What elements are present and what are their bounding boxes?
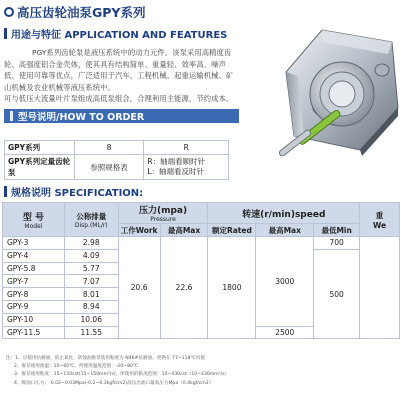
rated-speed-cell: 1800 [208, 237, 256, 339]
order-row [5, 155, 229, 180]
work-pressure-cell: 20.6 [118, 237, 160, 339]
spec-table [2, 202, 400, 339]
spec-header-max-pressure: 最高Max [160, 224, 208, 237]
disp-cell: 11.55 [64, 326, 118, 339]
banner-lead-icon [10, 111, 13, 121]
order-table [4, 140, 229, 180]
min-speed-cell: 500 [314, 249, 360, 339]
notes [6, 355, 266, 388]
model-cell: GPY-8 [3, 288, 65, 301]
heading-bar-icon [4, 186, 7, 197]
order-banner [4, 109, 239, 123]
model-cell: GPY-5.8 [3, 262, 65, 275]
spec-header-max-speed: 最高Max [256, 224, 314, 237]
max-speed-cell: 2500 [256, 326, 314, 339]
max-speed-cell: 3000 [256, 237, 314, 327]
disp-cell: 4.09 [64, 249, 118, 262]
disp-cell: 2.98 [64, 237, 118, 250]
order-cell: R：轴端看顺时针 L：轴端看反时针 [144, 155, 229, 180]
disp-cell: 5.77 [64, 262, 118, 275]
note-line: 3、推荐使用粘度：15~150cst(15~150mm²/s)，所使用的粘度范围：10~430cst（10~430mm²/s） [14, 372, 230, 378]
spec-header-pressure: 压力(mpa) Pressure [118, 203, 208, 224]
model-cell: GPY-11.5 [3, 326, 65, 339]
disp-cell: 8.01 [64, 288, 118, 301]
model-cell: GPY-10 [3, 313, 65, 326]
note-line: 注：1、应使用抗磨油，防止氧化，防蚀油推荐选用粘度为 N46#抗磨油。更换在 77~118℃内使 [6, 356, 205, 361]
table-row [3, 237, 400, 250]
spec-header-row [3, 203, 400, 224]
note-line: 2、推荐使用油温：10~60℃，所使用温度范围：-20~80℃ [14, 364, 139, 370]
features-heading-text: 用途与特征 APPLICATION AND FEATURES [11, 29, 228, 41]
disp-cell: 10.06 [64, 313, 118, 326]
model-cell: GPY-3 [3, 237, 65, 250]
spec-heading [4, 184, 143, 198]
order-row [5, 141, 229, 155]
disp-cell: 8.94 [64, 300, 118, 313]
order-cell: 8 [74, 141, 144, 155]
order-cell: 参照规格表 [74, 155, 144, 180]
spec-header-min: 最低Min [314, 224, 360, 237]
max-pressure-cell: 22.6 [160, 237, 208, 339]
heading-bar-icon [4, 28, 7, 39]
disp-cell: 7.07 [64, 275, 118, 288]
min-speed-cell: 700 [314, 237, 360, 250]
spec-header-disp: 公称排量 Disp.(ML/r) [64, 203, 118, 237]
note-line: 4、吸油口压力：-0.02~0.03Mpa(-0.2~0.3kgf/cm2)高压出油口最高压力Mpa（0.4kgf/cm2） [14, 380, 214, 386]
gear-pump-image [264, 24, 400, 156]
order-heading-text: 型号说明/HOW TO ORDER [18, 112, 145, 123]
spec-header-work: 工作Work [118, 224, 160, 237]
page-title-text: 高压齿轮油泵GPY系列 [17, 5, 146, 20]
weight-cell [360, 237, 400, 339]
features-heading [4, 26, 227, 40]
spec-header-model: 型 号 Model [3, 203, 65, 237]
model-cell: GPY-7 [3, 275, 65, 288]
order-cell: R [144, 141, 229, 155]
features-paragraph-2: 可与低压大流量叶片泵组成高低泵组合，合理利用主能源，节约成本。 [4, 94, 234, 104]
spec-header-rated: 额定Rated [208, 224, 256, 237]
features-paragraph-1: PGY系列齿轮泵是液压系统中的动力元件。该泵采用高精度齿轮、高强度铝合金壳体，使其具有结构简单、重量轻、效率高、噪声低、使用可靠等优点，广泛适用于汽车、工程机械、起重运输机械、矿山机械及农业机械等液压系统中。 [4, 48, 234, 92]
model-cell: GPY-9 [3, 300, 65, 313]
page-title [4, 4, 145, 20]
model-cell: GPY-4 [3, 249, 65, 262]
order-cell: GPY系列定量齿轮泵 [5, 155, 75, 180]
features-text [4, 47, 236, 105]
bullet-icon [4, 7, 14, 17]
spec-heading-text: 规格说明 SPECIFICATION: [11, 187, 144, 199]
spec-header-speed: 转速(r/min)speed [208, 203, 360, 224]
order-cell: GPY系列 [5, 141, 75, 155]
spec-header-weight: 重 We [360, 203, 400, 237]
